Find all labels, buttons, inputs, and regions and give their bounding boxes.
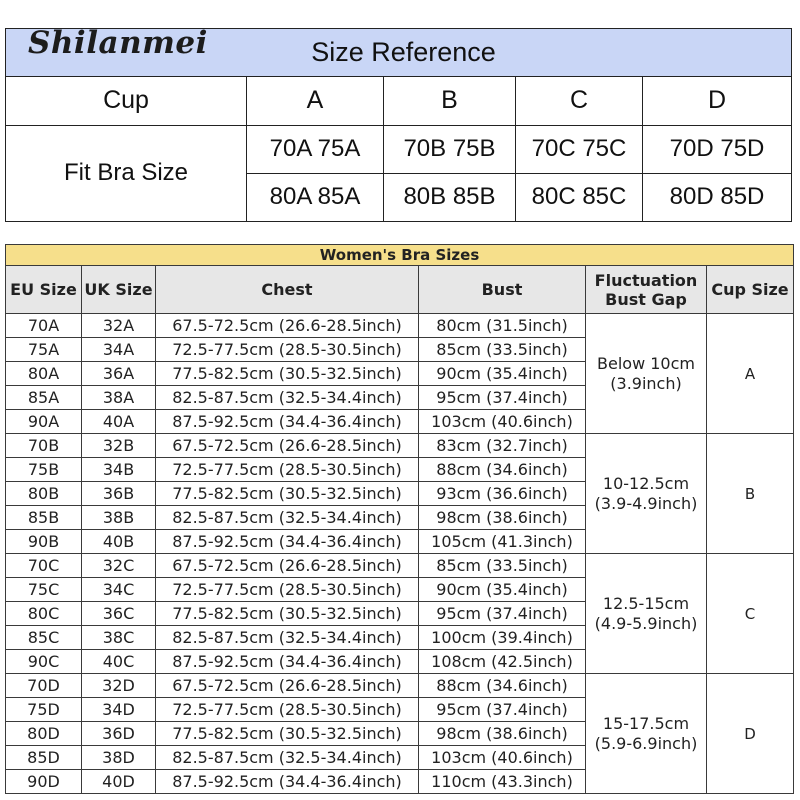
chest-cell: 77.5-82.5cm (30.5-32.5inch) — [156, 482, 419, 506]
bust-cell: 95cm (37.4inch) — [419, 698, 586, 722]
cup-d: D — [643, 77, 792, 125]
fit-bra-size-label: Fit Bra Size — [6, 125, 247, 222]
bust-cell: 95cm (37.4inch) — [419, 386, 586, 410]
fit-b-row2: 80B 85B — [384, 173, 516, 221]
bust-cell: 83cm (32.7inch) — [419, 434, 586, 458]
eu-size-cell: 85C — [6, 626, 82, 650]
cup-size-cell: A — [707, 314, 794, 434]
chest-cell: 82.5-87.5cm (32.5-34.4inch) — [156, 386, 419, 410]
uk-size-cell: 32C — [82, 554, 156, 578]
cup-b: B — [384, 77, 516, 125]
eu-size-cell: 75B — [6, 458, 82, 482]
uk-size-cell: 36B — [82, 482, 156, 506]
eu-size-cell: 70A — [6, 314, 82, 338]
eu-size-cell: 75A — [6, 338, 82, 362]
uk-size-cell: 34B — [82, 458, 156, 482]
cup-size-cell: C — [707, 554, 794, 674]
uk-size-cell: 36A — [82, 362, 156, 386]
fit-d-row2: 80D 85D — [643, 173, 792, 221]
uk-size-cell: 36D — [82, 722, 156, 746]
bust-cell: 100cm (39.4inch) — [419, 626, 586, 650]
uk-size-cell: 38A — [82, 386, 156, 410]
uk-size-cell: 38D — [82, 746, 156, 770]
chest-cell: 72.5-77.5cm (28.5-30.5inch) — [156, 458, 419, 482]
bust-cell: 110cm (43.3inch) — [419, 770, 586, 794]
uk-size-cell: 38B — [82, 506, 156, 530]
fit-a-row1: 70A 75A — [247, 125, 384, 173]
bust-cell: 98cm (38.6inch) — [419, 506, 586, 530]
eu-size-cell: 80C — [6, 602, 82, 626]
chest-cell: 72.5-77.5cm (28.5-30.5inch) — [156, 698, 419, 722]
chest-cell: 77.5-82.5cm (30.5-32.5inch) — [156, 722, 419, 746]
eu-size-cell: 90C — [6, 650, 82, 674]
fit-d-row1: 70D 75D — [643, 125, 792, 173]
eu-size-cell: 85B — [6, 506, 82, 530]
header-cup-size: Cup Size — [707, 266, 794, 314]
eu-size-cell: 90D — [6, 770, 82, 794]
table-row — [6, 674, 794, 698]
cup-a: A — [247, 77, 384, 125]
bust-gap-cell: Below 10cm (3.9inch) — [586, 314, 707, 434]
bust-gap-cell: 15-17.5cm (5.9-6.9inch) — [586, 674, 707, 794]
eu-size-cell: 85A — [6, 386, 82, 410]
chest-cell: 82.5-87.5cm (32.5-34.4inch) — [156, 506, 419, 530]
bust-cell: 93cm (36.6inch) — [419, 482, 586, 506]
bust-cell: 88cm (34.6inch) — [419, 674, 586, 698]
uk-size-cell: 40D — [82, 770, 156, 794]
chest-cell: 77.5-82.5cm (30.5-32.5inch) — [156, 602, 419, 626]
chest-cell: 77.5-82.5cm (30.5-32.5inch) — [156, 362, 419, 386]
bra-table-title: Women's Bra Sizes — [6, 245, 794, 266]
chest-cell: 67.5-72.5cm (26.6-28.5inch) — [156, 554, 419, 578]
chest-cell: 87.5-92.5cm (34.4-36.4inch) — [156, 770, 419, 794]
size-reference-title-bar — [6, 25, 792, 77]
cup-size-cell: D — [707, 674, 794, 794]
uk-size-cell: 40B — [82, 530, 156, 554]
eu-size-cell: 75D — [6, 698, 82, 722]
fit-a-row2: 80A 85A — [247, 173, 384, 221]
chest-cell: 67.5-72.5cm (26.6-28.5inch) — [156, 314, 419, 338]
fit-c-row2: 80C 85C — [516, 173, 643, 221]
size-reference-title: Size Reference — [311, 37, 496, 68]
fit-b-row1: 70B 75B — [384, 125, 516, 173]
table-row — [6, 554, 794, 578]
brand-logo: Shilanmei — [28, 25, 208, 61]
eu-size-cell: 90B — [6, 530, 82, 554]
chest-cell: 87.5-92.5cm (34.4-36.4inch) — [156, 530, 419, 554]
cup-label: Cup — [6, 77, 247, 125]
header-bust: Bust — [419, 266, 586, 314]
bust-cell: 80cm (31.5inch) — [419, 314, 586, 338]
chest-cell: 72.5-77.5cm (28.5-30.5inch) — [156, 578, 419, 602]
eu-size-cell: 85D — [6, 746, 82, 770]
fit-c-row1: 70C 75C — [516, 125, 643, 173]
uk-size-cell: 34D — [82, 698, 156, 722]
bust-cell: 85cm (33.5inch) — [419, 554, 586, 578]
bust-cell: 88cm (34.6inch) — [419, 458, 586, 482]
eu-size-cell: 75C — [6, 578, 82, 602]
chest-cell: 87.5-92.5cm (34.4-36.4inch) — [156, 650, 419, 674]
eu-size-cell: 80D — [6, 722, 82, 746]
header-uk-size: UK Size — [82, 266, 156, 314]
chest-cell: 67.5-72.5cm (26.6-28.5inch) — [156, 674, 419, 698]
header-fluctuation-bust-gap: Fluctuation Bust Gap — [586, 266, 707, 314]
cup-c: C — [516, 77, 643, 125]
bra-table-body — [6, 314, 794, 794]
size-reference-table — [5, 25, 792, 222]
uk-size-cell: 40A — [82, 410, 156, 434]
bust-gap-cell: 10-12.5cm (3.9-4.9inch) — [586, 434, 707, 554]
chest-cell: 72.5-77.5cm (28.5-30.5inch) — [156, 338, 419, 362]
bust-cell: 103cm (40.6inch) — [419, 410, 586, 434]
bust-cell: 90cm (35.4inch) — [419, 362, 586, 386]
eu-size-cell: 80A — [6, 362, 82, 386]
chest-cell: 67.5-72.5cm (26.6-28.5inch) — [156, 434, 419, 458]
cup-size-cell: B — [707, 434, 794, 554]
bust-cell: 103cm (40.6inch) — [419, 746, 586, 770]
bust-gap-cell: 12.5-15cm (4.9-5.9inch) — [586, 554, 707, 674]
uk-size-cell: 32D — [82, 674, 156, 698]
bust-cell: 95cm (37.4inch) — [419, 602, 586, 626]
chest-cell: 82.5-87.5cm (32.5-34.4inch) — [156, 626, 419, 650]
uk-size-cell: 36C — [82, 602, 156, 626]
uk-size-cell: 32A — [82, 314, 156, 338]
chest-cell: 87.5-92.5cm (34.4-36.4inch) — [156, 410, 419, 434]
chest-cell: 82.5-87.5cm (32.5-34.4inch) — [156, 746, 419, 770]
eu-size-cell: 70C — [6, 554, 82, 578]
bust-cell: 108cm (42.5inch) — [419, 650, 586, 674]
womens-bra-sizes-table — [5, 244, 794, 794]
table-row — [6, 314, 794, 338]
bust-cell: 98cm (38.6inch) — [419, 722, 586, 746]
table-row — [6, 434, 794, 458]
bust-cell: 105cm (41.3inch) — [419, 530, 586, 554]
bust-cell: 90cm (35.4inch) — [419, 578, 586, 602]
uk-size-cell: 34A — [82, 338, 156, 362]
uk-size-cell: 32B — [82, 434, 156, 458]
eu-size-cell: 70B — [6, 434, 82, 458]
eu-size-cell: 90A — [6, 410, 82, 434]
eu-size-cell: 80B — [6, 482, 82, 506]
uk-size-cell: 34C — [82, 578, 156, 602]
bust-cell: 85cm (33.5inch) — [419, 338, 586, 362]
eu-size-cell: 70D — [6, 674, 82, 698]
uk-size-cell: 38C — [82, 626, 156, 650]
header-eu-size: EU Size — [6, 266, 82, 314]
uk-size-cell: 40C — [82, 650, 156, 674]
header-chest: Chest — [156, 266, 419, 314]
